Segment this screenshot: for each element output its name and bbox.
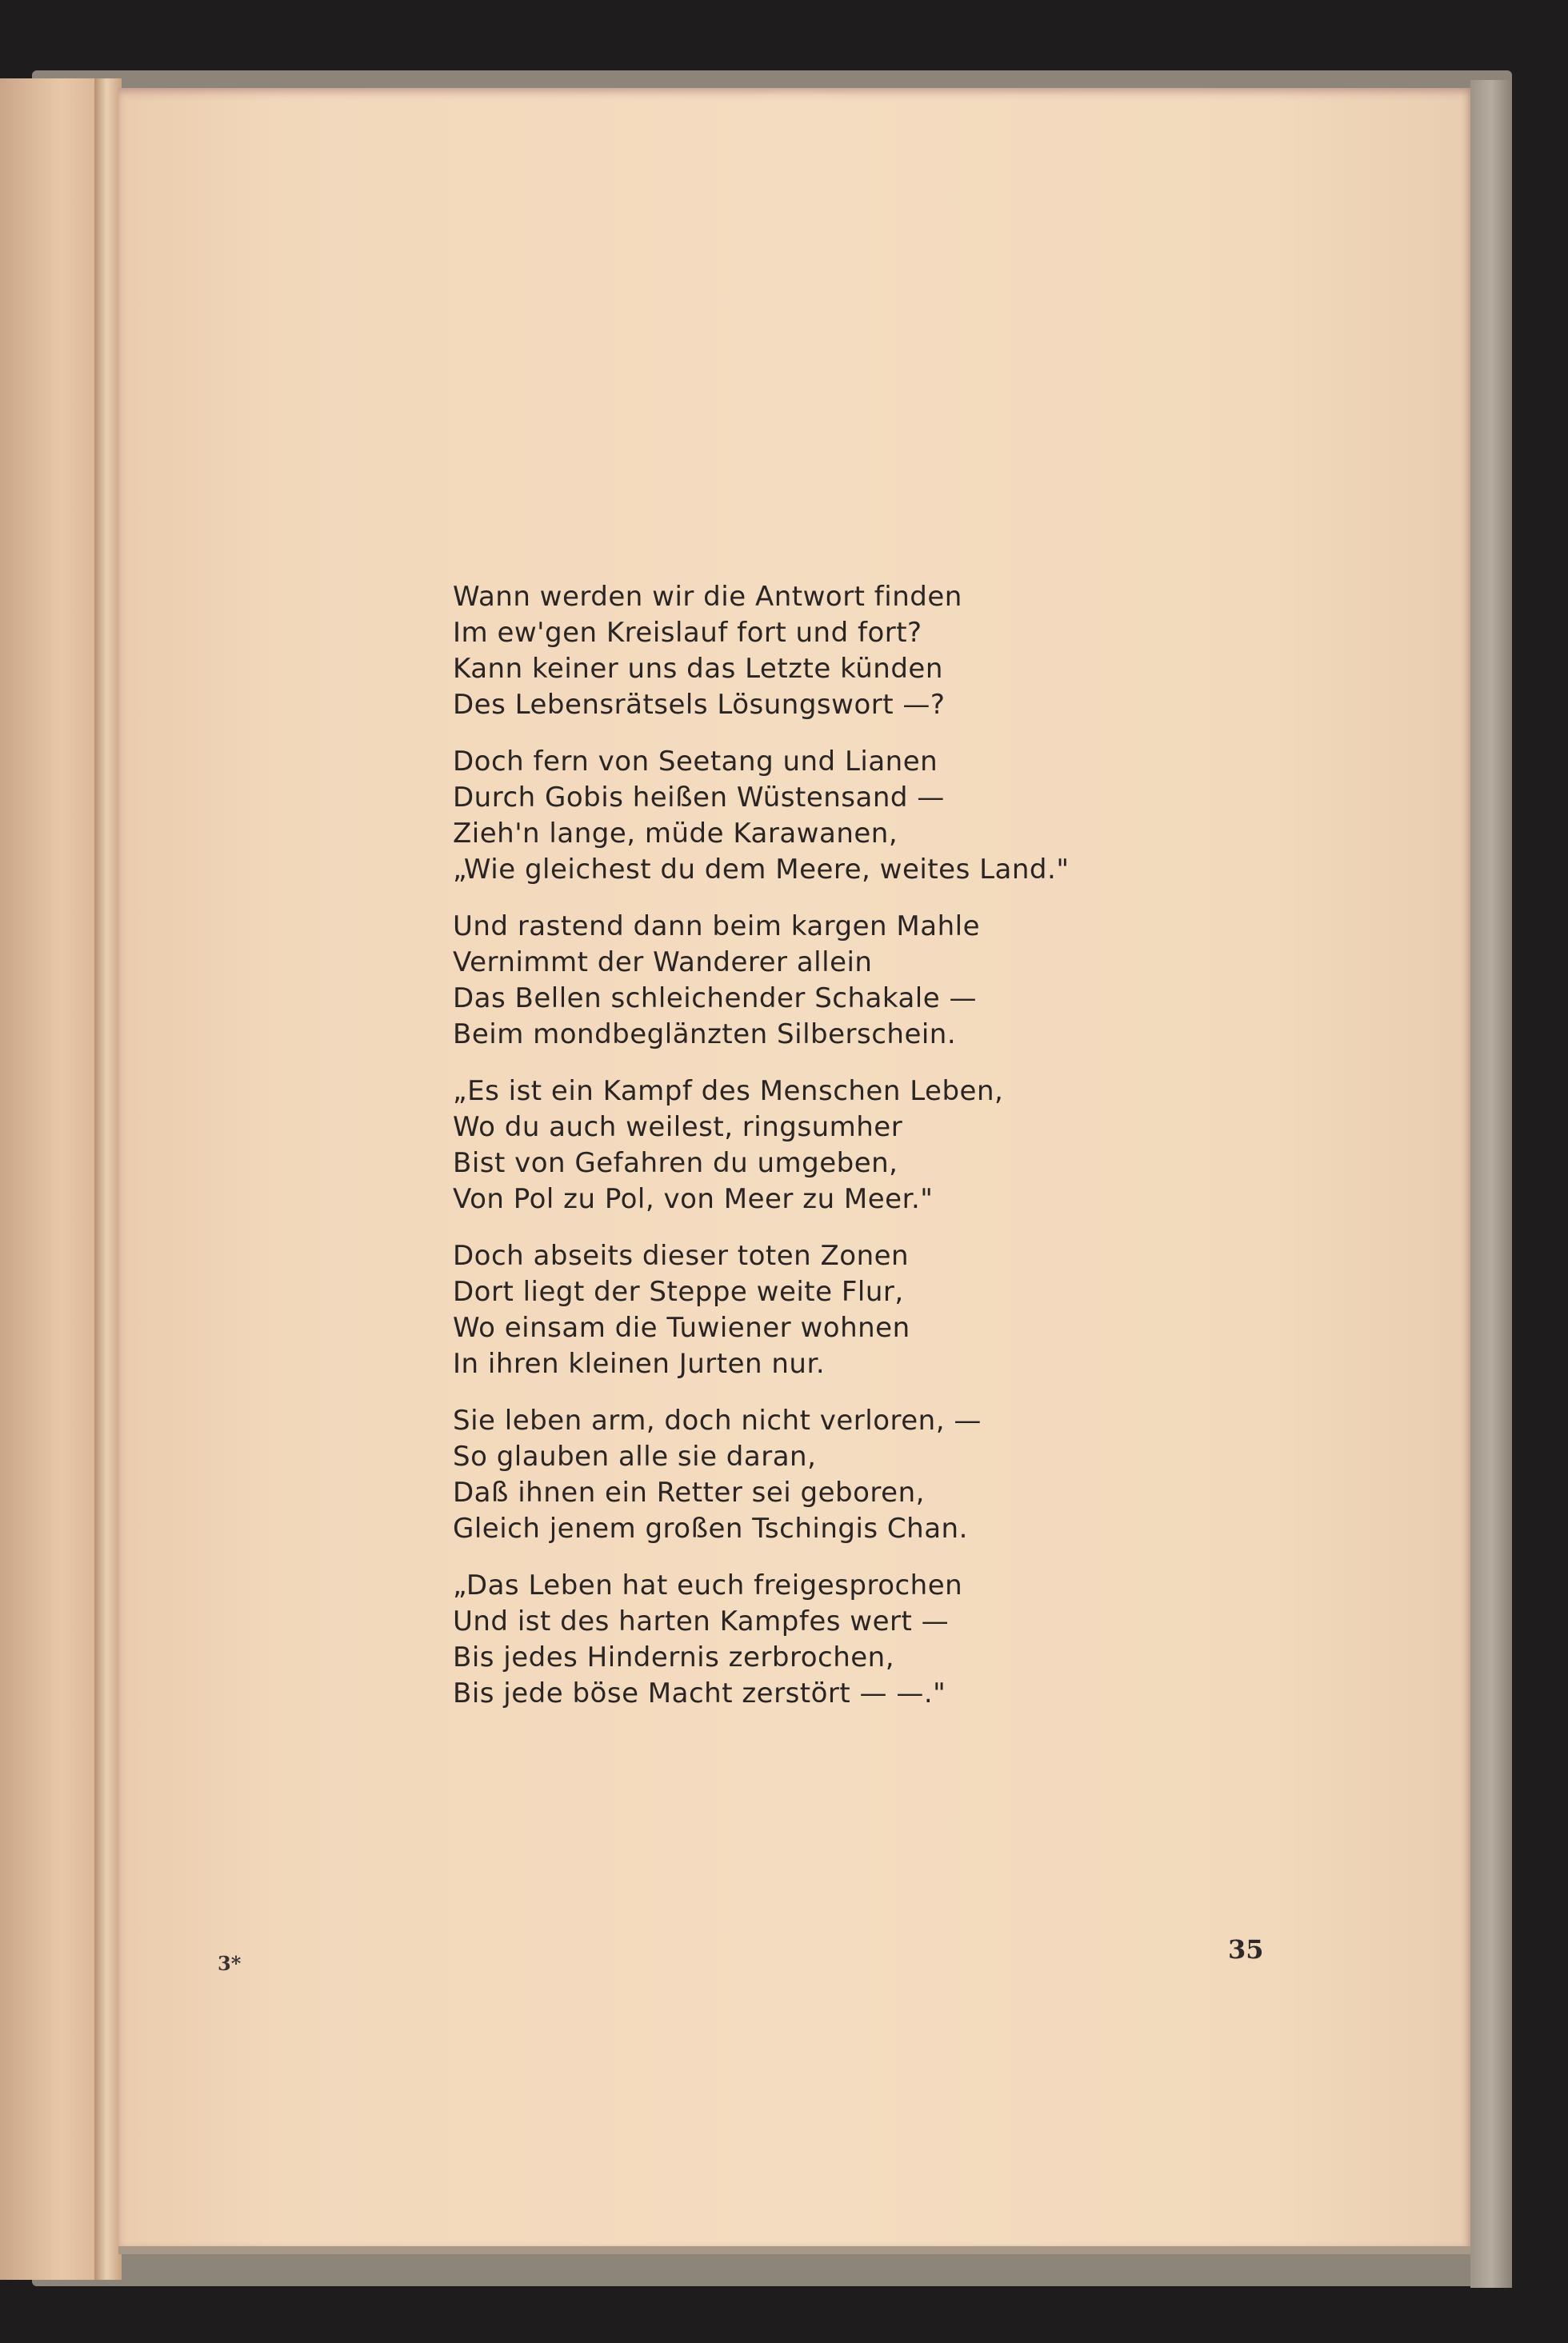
page-bottom-edge (118, 2246, 1470, 2254)
page-number: 35 (1228, 1934, 1264, 1965)
stanza (453, 1403, 1093, 1547)
poem-line: Gleich jenem großen Tschingis Chan. (453, 1513, 968, 1545)
poem-line: Kann keiner uns das Letzte künden (453, 653, 943, 685)
poem-line: Bis jedes Hindernis zerbrochen, (453, 1641, 895, 1673)
stanza (453, 1238, 1093, 1382)
page-edges (1470, 80, 1512, 2288)
stanza (453, 579, 1093, 723)
poem-line: Doch fern von Seetang und Lianen (453, 746, 938, 778)
poem-line: Und rastend dann beim kargen Mahle (453, 910, 980, 942)
poem-line: Sie leben arm, doch nicht verloren, — (453, 1405, 982, 1437)
poem-line: Wo einsam die Tuwiener wohnen (453, 1312, 910, 1344)
poem-line: Beim mondbeglänzten Silberschein. (453, 1018, 957, 1050)
poem-line: Daß ihnen ein Retter sei geboren, (453, 1477, 925, 1509)
poem-line: Bist von Gefahren du umgeben, (453, 1147, 898, 1179)
poem-line: „Das Leben hat euch freigesprochen (453, 1569, 963, 1601)
poem-line: Dort liegt der Steppe weite Flur, (453, 1276, 904, 1308)
poem (453, 579, 1093, 1733)
poem-line: Das Bellen schleichender Schakale — (453, 982, 977, 1014)
poem-line: Wo du auch weilest, ringsumher (453, 1111, 903, 1143)
poem-line: Durch Gobis heißen Wüstensand — (453, 782, 945, 814)
poem-line: Im ew'gen Kreislauf fort und fort? (453, 617, 922, 649)
poem-line: Bis jede böse Macht zerstört — —." (453, 1677, 946, 1709)
poem-line: Vernimmt der Wanderer allein (453, 946, 873, 978)
poem-line: „Es ist ein Kampf des Menschen Leben, (453, 1075, 1004, 1107)
book-gutter (94, 78, 122, 2280)
poem-line: In ihren kleinen Jurten nur. (453, 1348, 826, 1380)
stanza (453, 909, 1093, 1053)
poem-line: Zieh'n lange, müde Karawanen, (453, 818, 898, 850)
stanza (453, 744, 1093, 888)
poem-line: Doch abseits dieser toten Zonen (453, 1240, 910, 1272)
poem-line: So glauben alle sie daran, (453, 1441, 817, 1473)
signature-mark: 3* (218, 1952, 242, 1975)
stanza (453, 1568, 1093, 1712)
stanza (453, 1074, 1093, 1217)
poem-line: Von Pol zu Pol, von Meer zu Meer." (453, 1183, 934, 1215)
poem-line: „Wie gleichest du dem Meere, weites Land." (453, 854, 1070, 886)
poem-line: Des Lebensrätsels Lösungswort —? (453, 689, 946, 721)
poem-line: Wann werden wir die Antwort finden (453, 581, 962, 613)
left-page-edge (0, 78, 102, 2280)
poem-line: Und ist des harten Kampfes wert — (453, 1605, 950, 1637)
